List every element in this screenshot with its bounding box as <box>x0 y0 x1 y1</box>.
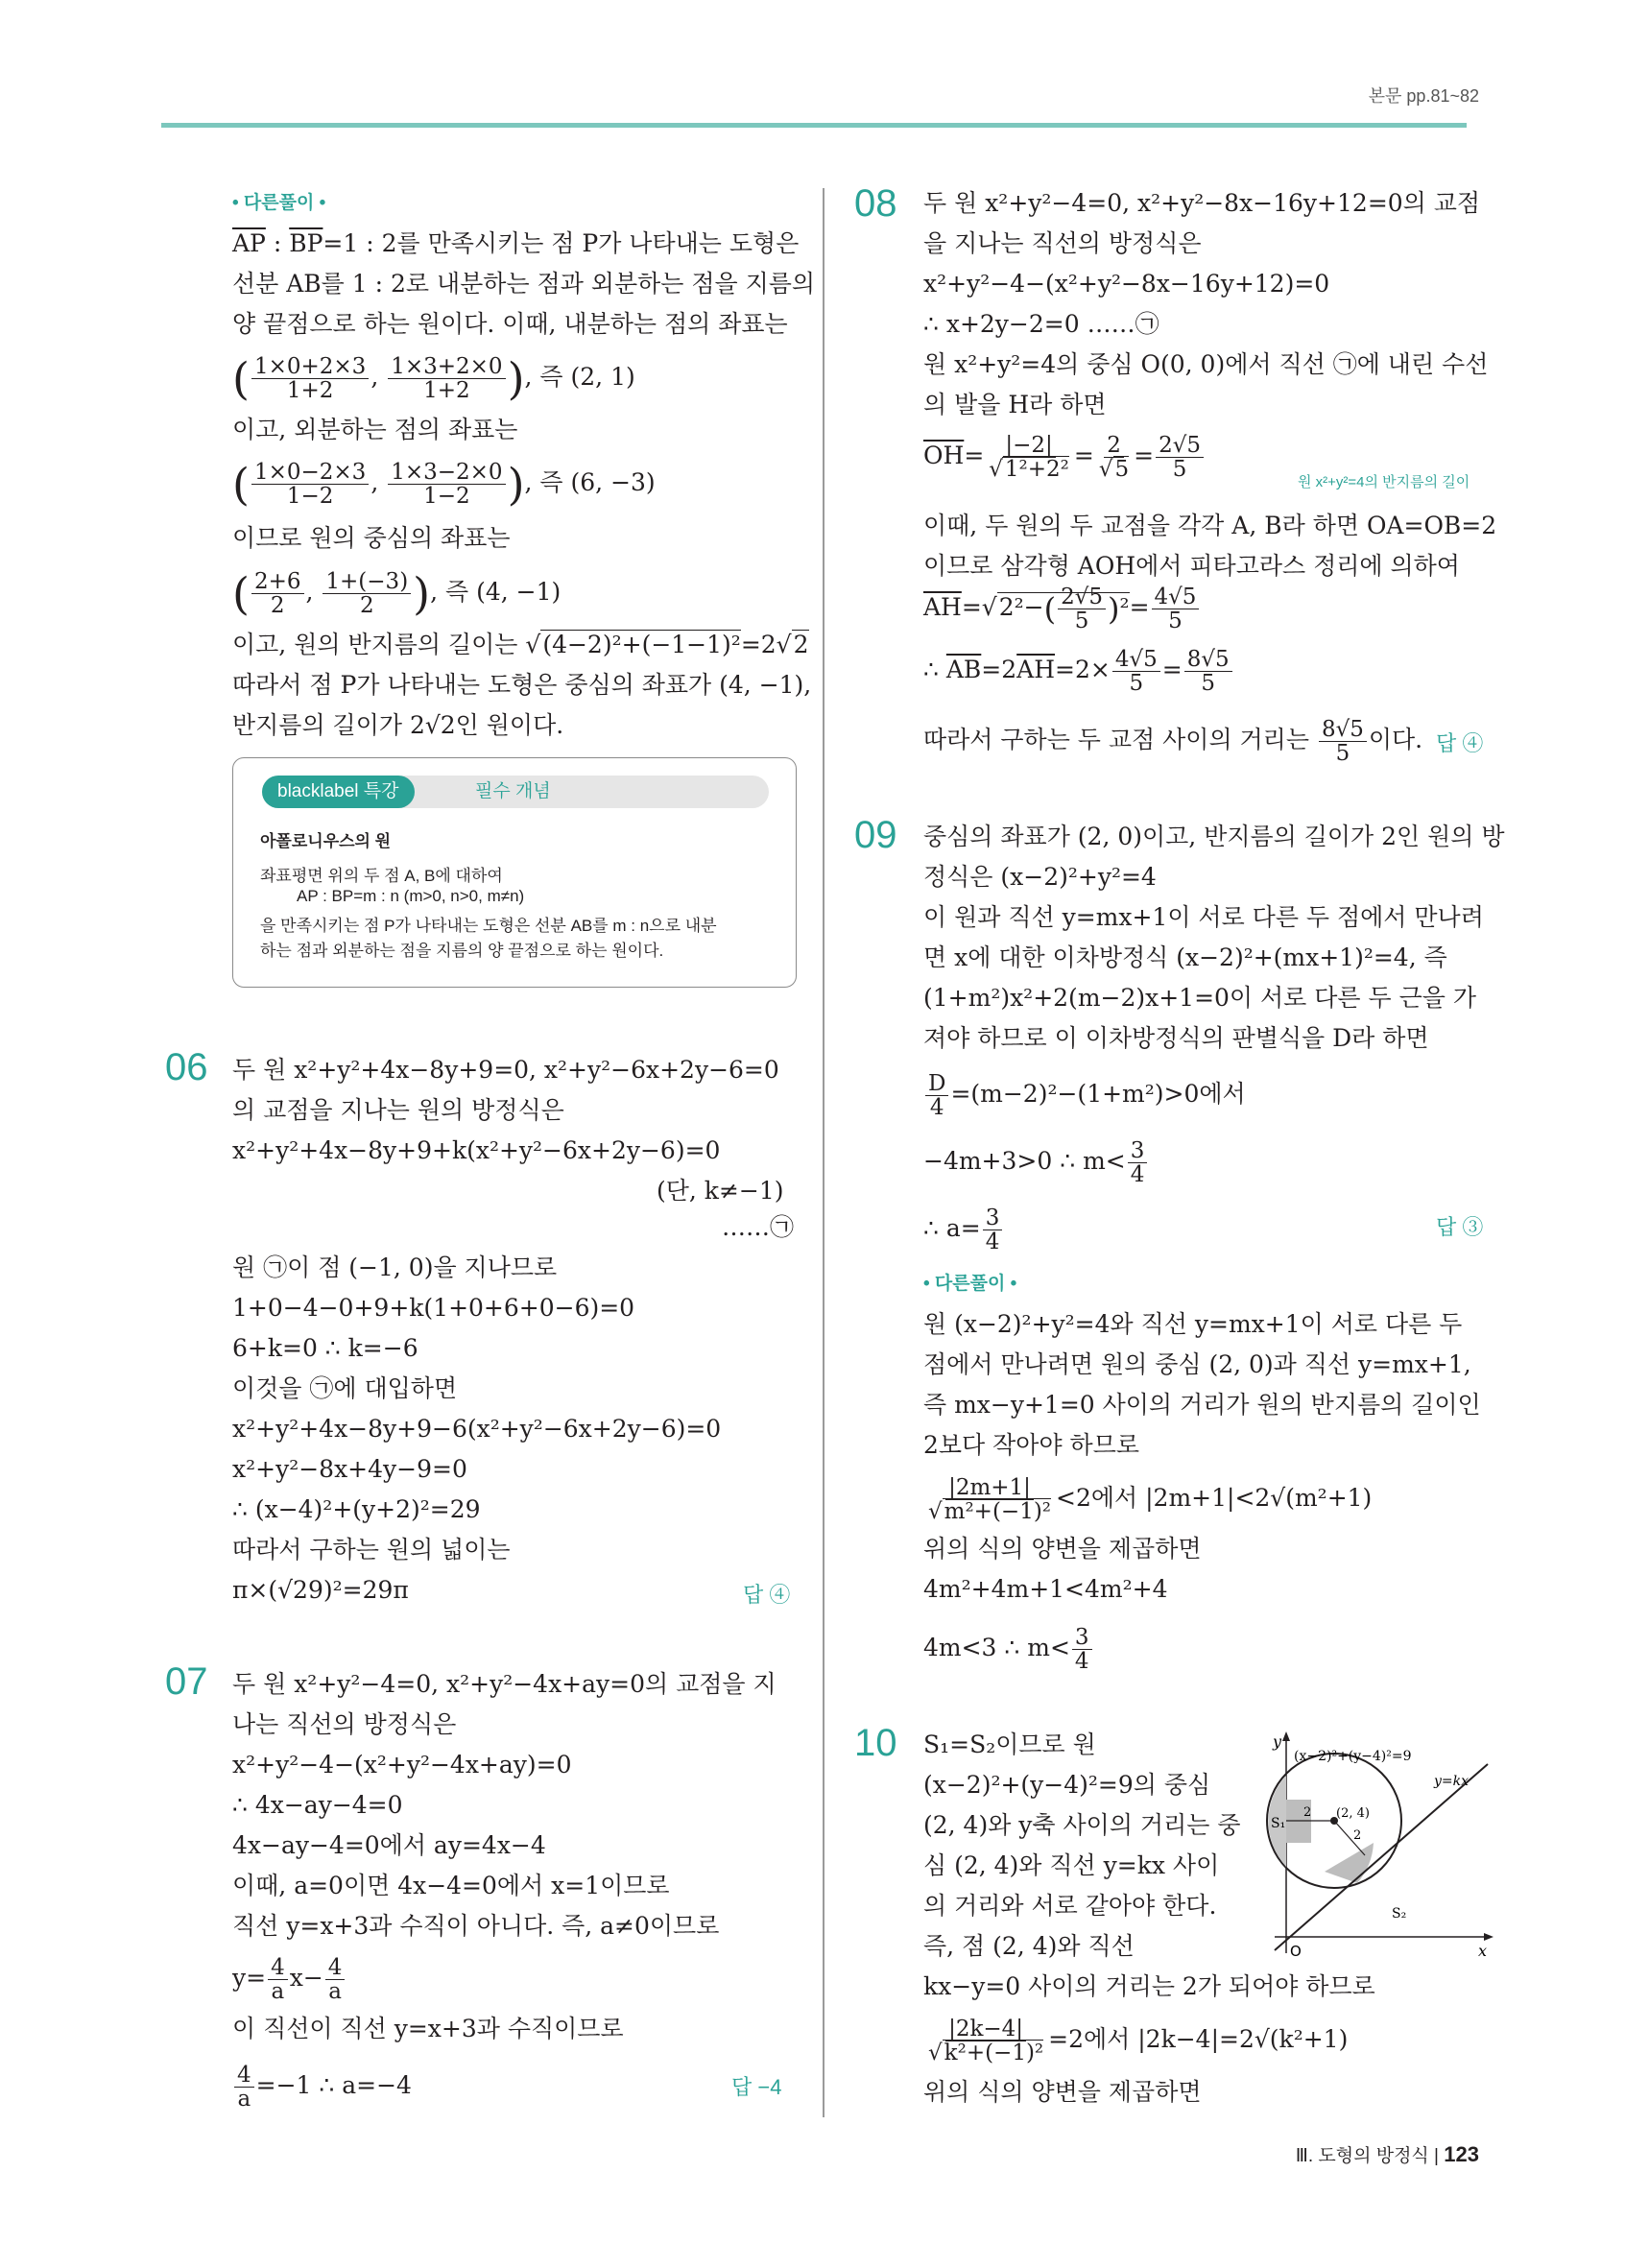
q07-line: 나는 직선의 방정식은 <box>232 1710 457 1738</box>
alt-solution-label: • 다른풀이 • <box>232 193 326 213</box>
region-s2 <box>1325 1843 1374 1883</box>
q08-line: ∴ x+2y−2=0 ……㉠ <box>923 310 1159 338</box>
q08-line: 원 x²+y²=4의 중심 O(0, 0)에서 직선 ㉠에 내린 수선 <box>923 350 1489 378</box>
question-number: 08 <box>854 182 897 225</box>
q06-line: x²+y²+4x−8y+9+k(x²+y²−6x+2y−6)=0 <box>232 1136 721 1164</box>
q07-answer: 답 −4 <box>731 2075 782 2099</box>
q09-alt-distance: $\frac{|2m+1|}{\text{√m²+(−1)²}}$ <2에서 |2m+1|<2√(m²+1) <box>928 1475 1373 1524</box>
q08-conclusion: 따라서 구하는 두 교점 사이의 거리는 $\frac{8√5}{5}$ 이다. <box>923 717 1423 766</box>
alt-line: 따라서 점 P가 나타내는 도형은 중심의 좌표가 (4, −1), <box>232 671 812 699</box>
alt-line: 이므로 원의 중심의 좌표는 <box>232 524 511 552</box>
q08-line: 을 지나는 직선의 방정식은 <box>923 229 1202 257</box>
q08-line: 의 발을 H라 하면 <box>923 391 1107 418</box>
page-ref: 본문 pp.81~82 <box>1368 86 1479 106</box>
question-number: 07 <box>165 1660 208 1703</box>
q06-line: π×(√29)²=29π <box>232 1576 409 1604</box>
concept-badge <box>262 776 769 808</box>
alt-solution-label: • 다른풀이 • <box>923 1274 1017 1294</box>
question-number: 10 <box>854 1722 897 1764</box>
q07-line: 직선 y=x+3과 수직이 아니다. 즉, a≠0이므로 <box>232 1912 720 1940</box>
q10-line: kx−y=0 사이의 거리는 2가 되어야 하므로 <box>923 1972 1375 2000</box>
q10-line: (x−2)²+(y−4)²=9의 중심 <box>923 1771 1211 1799</box>
q06-line: 따라서 구하는 원의 넓이는 <box>232 1536 511 1564</box>
q07-line: ∴ 4x−ay−4=0 <box>232 1791 403 1819</box>
q09-alt-line: 원 (x−2)²+y²=4와 직선 y=mx+1이 서로 다른 두 <box>923 1310 1463 1338</box>
blacklabel-badge: blacklabel 특강 <box>262 776 415 808</box>
center-formula: ( $\frac{2+6}{2}$ , $\frac{1+(-3)}{2}$ ), 즉 (4, −1) <box>232 567 562 620</box>
q07-line: 이때, a=0이면 4x−4=0에서 x=1이므로 <box>232 1872 670 1899</box>
q10-line: 심 (2, 4)와 직선 y=kx 사이 <box>923 1851 1220 1879</box>
q10-figure <box>1265 1728 1495 1958</box>
external-point-formula: ( $\frac{1\times 0-2\times 3}{1-2}$ , $\frac{1\times 3-2\times 0}{1-2}$ ), 즉 (6, −3) <box>232 458 656 511</box>
q08-ah-formula: $\overline{AH}=√2^2-$( $\frac{2√5}{5}$ )²= $\frac{4√5}{5}$ <box>923 585 1201 633</box>
alt-line: 반지름의 길이가 2√2인 원이다. <box>232 711 564 739</box>
q06-line: 1+0−4−0+9+k(1+0+6+0−6)=0 <box>232 1294 635 1322</box>
y-axis-label: y <box>1273 1732 1282 1751</box>
q10-line: S₁=S₂이므로 원 <box>923 1731 1096 1758</box>
concept-line: 좌표평면 위의 두 점 A, B에 대하여 <box>260 867 503 885</box>
q09-line: 이 원과 직선 y=mx+1이 서로 다른 두 점에서 만나려 <box>923 903 1484 931</box>
q10-line: 즉, 점 (2, 4)와 직선 <box>923 1932 1135 1960</box>
concept-line: 하는 점과 외분하는 점을 지름의 양 끝점으로 하는 원이다. <box>260 942 664 960</box>
line-equation-label: y=kx <box>1434 1774 1470 1789</box>
s1-label: S₁ <box>1271 1816 1286 1831</box>
q06-equation-tag: ……㉠ <box>722 1213 795 1241</box>
q08-oh-formula: $\overline{OH}=$ $\frac{|-2|}{\text{√1²+2²}}$ = $\frac{2}{√5}$ = $\frac{2√5}{5}$ <box>923 434 1206 481</box>
q08-line: 두 원 x²+y²−4=0, x²+y²−8x−16y+12=0의 교점 <box>923 189 1481 217</box>
q09-alt-result: 4m<3 ∴ m< $\frac{3}{4}$ <box>923 1626 1094 1673</box>
q09-alt-line: 4m²+4m+1<4m²+4 <box>923 1575 1168 1603</box>
column-divider <box>823 188 824 2117</box>
q06-line: 원 ㉠이 점 (−1, 0)을 지나므로 <box>232 1253 558 1281</box>
q06-line: 이것을 ㉠에 대입하면 <box>232 1374 458 1402</box>
alt-line: $\overline{AP}$ : $\overline{BP}=1$ : 2를 만족시키는 점 P가 나타내는 도형은 <box>232 229 800 257</box>
alt-line: 이고, 외분하는 점의 좌표는 <box>232 416 518 443</box>
radius-label-b: 2 <box>1353 1828 1362 1843</box>
line-y-kx <box>1275 1764 1488 1950</box>
x-axis-label: x <box>1478 1942 1488 1958</box>
internal-point-formula: ( $\frac{1\times 0+2\times 3}{1+2}$ , $\frac{1\times 3+2\times 0}{1+2}$ ), 즉 (2, 1) <box>232 352 635 405</box>
radius-label-a: 2 <box>1303 1805 1312 1820</box>
q06-line: 의 교점을 지나는 원의 방정식은 <box>232 1096 564 1124</box>
q06-line: x²+y²−8x+4y−9=0 <box>232 1455 467 1483</box>
q07-line-formula: y= $\frac{4}{a}$ x− $\frac{4}{a}$ <box>232 1956 347 2003</box>
q07-line-formula: $\frac{4}{a}$ =−1 ∴ a=−4 <box>232 2064 412 2111</box>
q08-ab-formula: ∴ $\overline{AB}=2\overline{AH}=2\times$ $\frac{4√5}{5}$ = $\frac{8√5}{5}$ <box>923 648 1234 695</box>
q07-line: x²+y²−4−(x²+y²−4x+ay)=0 <box>232 1751 572 1779</box>
question-number: 09 <box>854 814 897 856</box>
q08-line: 이므로 삼각형 AOH에서 피타고라스 정리에 의하여 <box>923 552 1460 580</box>
alt-line: 양 끝점으로 하는 원이다. 이때, 내분하는 점의 좌표는 <box>232 310 788 338</box>
concept-line: 을 만족시키는 점 P가 나타내는 도형은 선분 AB를 m : n으로 내분 <box>260 917 717 935</box>
q10-line: (2, 4)와 y축 사이의 거리는 중 <box>923 1811 1241 1839</box>
q06-answer: 답 ④ <box>743 1583 791 1607</box>
q07-line: 4x−ay−4=0에서 ay=4x−4 <box>232 1831 546 1859</box>
q06-line: x²+y²+4x−8y+9−6(x²+y²−6x+2y−6)=0 <box>232 1415 722 1443</box>
concept-title: 아폴로니우스의 원 <box>260 832 392 850</box>
s2-label: S₂ <box>1392 1906 1407 1922</box>
question-number: 06 <box>165 1046 208 1088</box>
q09-alt-line: 즉 mx−y+1=0 사이의 거리가 원의 반지름의 길이인 <box>923 1391 1481 1419</box>
q08-line: x²+y²−4−(x²+y²−8x−16y+12)=0 <box>923 270 1330 298</box>
q06-condition: (단, k≠−1) <box>657 1177 784 1205</box>
x-axis-arrow <box>1484 1933 1494 1941</box>
q09-alt-line: 점에서 만나려면 원의 중심 (2, 0)과 직선 y=mx+1, <box>923 1350 1471 1378</box>
page-footer: Ⅲ. 도형의 방정식 | 123 <box>1295 2142 1479 2166</box>
q10-line: 의 거리와 서로 같아야 한다. <box>923 1892 1217 1920</box>
origin-label: O <box>1290 1943 1302 1958</box>
q06-line: ∴ (x−4)²+(y+2)²=29 <box>232 1495 481 1523</box>
radius-line: 이고, 원의 반지름의 길이는 √(4−2)²+(−1−1)²=2√2 <box>232 631 809 658</box>
q07-line: 두 원 x²+y²−4=0, x²+y²−4x+ay=0의 교점을 지 <box>232 1670 777 1698</box>
q08-note: 원 x²+y²=4의 반지름의 길이 <box>1298 474 1470 490</box>
concept-box <box>232 757 797 988</box>
q08-answer: 답 ④ <box>1436 731 1484 755</box>
q09-result: ∴ a= $\frac{3}{4}$ <box>923 1206 1004 1253</box>
q06-line: 6+k=0 ∴ k=−6 <box>232 1334 418 1362</box>
q06-line: 두 원 x²+y²+4x−8y+9=0, x²+y²−6x+2y−6=0 <box>232 1056 779 1084</box>
q10-line: 위의 식의 양변을 제곱하면 <box>923 2078 1202 2106</box>
q09-line: 면 x에 대한 이차방정식 (x−2)²+(mx+1)²=4, 즉 <box>923 943 1447 971</box>
q09-discriminant: $\frac{D}{4}$ =(m−2)²−(1+m²)>0에서 <box>923 1072 1246 1119</box>
q09-alt-line: 2보다 작아야 하므로 <box>923 1431 1139 1459</box>
q09-alt-line: 위의 식의 양변을 제곱하면 <box>923 1535 1202 1563</box>
circle-equation-label: (x−2)²+(y−4)²=9 <box>1294 1749 1412 1764</box>
center-label: (2, 4) <box>1336 1806 1370 1821</box>
concept-line: AP : BP=m : n (m>0, n>0, m≠n) <box>297 887 525 905</box>
q09-line: (1+m²)x²+2(m−2)x+1=0이 서로 다른 두 근을 가 <box>923 984 1477 1012</box>
y-axis-arrow <box>1282 1731 1290 1741</box>
alt-line: 선분 AB를 1 : 2로 내분하는 점과 외분하는 점을 지름의 <box>232 270 816 298</box>
q09-line: 중심의 좌표가 (2, 0)이고, 반지름의 길이가 2인 원의 방 <box>923 823 1505 850</box>
concept-tag: 필수 개념 <box>475 781 551 801</box>
q09-answer: 답 ③ <box>1436 1215 1484 1239</box>
q10-distance: $\frac{|2k-4|}{\text{√k²+(−1)²}}$ =2에서 |2k−4|=2√(k²+1) <box>928 2017 1349 2065</box>
q09-line: 져야 하므로 이 이차방정식의 판별식을 D라 하면 <box>923 1024 1429 1052</box>
q08-line: 이때, 두 원의 두 교점을 각각 A, B라 하면 OA=OB=2 <box>923 512 1497 539</box>
q09-inequality: −4m+3>0 ∴ m< $\frac{3}{4}$ <box>923 1139 1149 1186</box>
q07-line: 이 직선이 직선 y=x+3과 수직이므로 <box>232 2015 624 2042</box>
q09-line: 정식은 (x−2)²+y²=4 <box>923 863 1157 891</box>
header-rule <box>161 123 1467 128</box>
